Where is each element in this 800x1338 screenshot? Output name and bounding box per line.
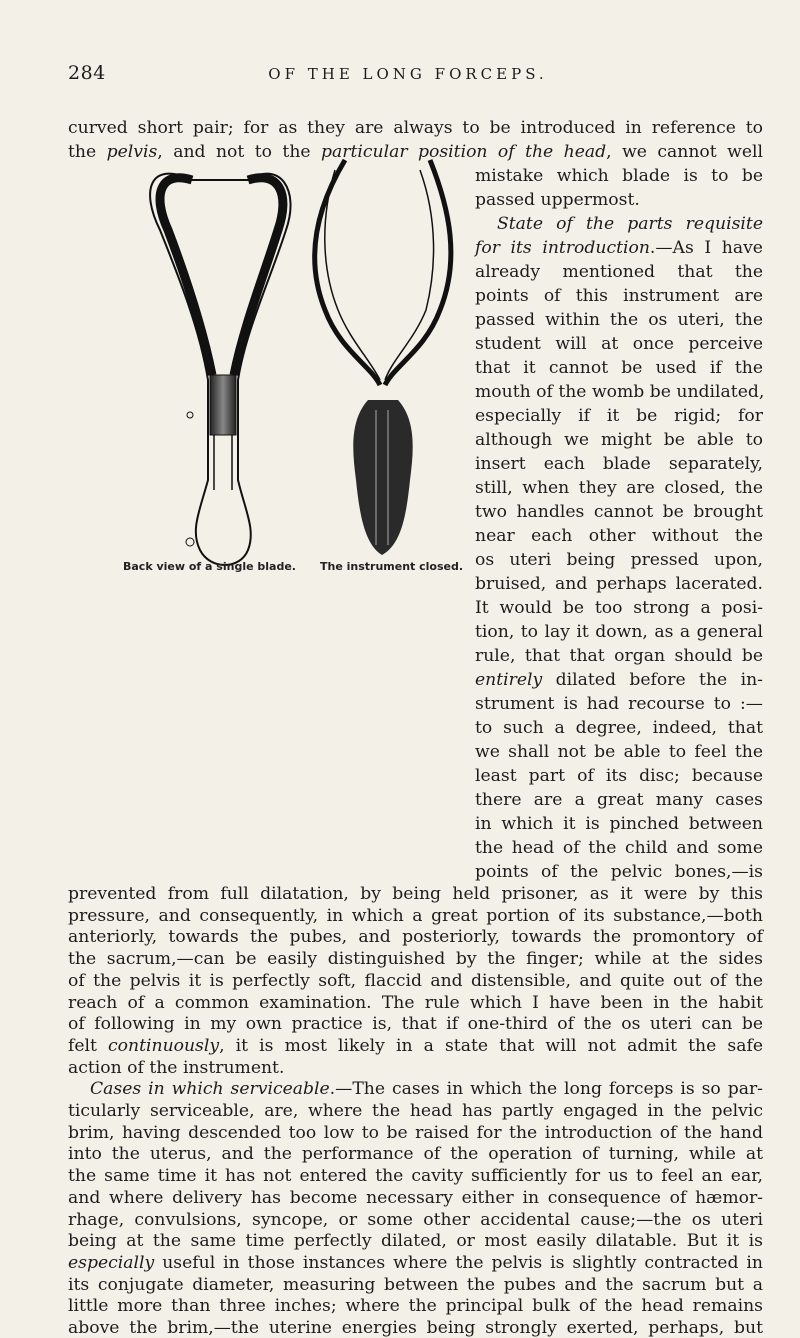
text-line: strument is had recourse to :— — [475, 694, 763, 714]
text-line: to such a degree, indeed, that — [475, 718, 763, 738]
figure-caption-right: The instrument closed. — [320, 560, 464, 573]
text-line: mouth of the womb be undilated, — [475, 382, 765, 402]
text-line: still, when they are closed, the — [475, 478, 763, 498]
text-line: least part of its disc; because — [475, 766, 763, 786]
text-line: prevented from full dilatation, by being held prisoner, as it were by this — [68, 884, 763, 904]
text-line: rhage, convulsions, syncope, or some other accidental cause;—the os uteri — [68, 1210, 763, 1230]
text-line: Cases in which serviceable.—The cases in which the long forceps is so par- — [90, 1079, 763, 1099]
running-header — [68, 62, 748, 86]
text-line: mistake which blade is to be — [475, 166, 763, 186]
text-line: student will at once perceive — [475, 334, 763, 354]
text-line: especially useful in those instances where the pelvis is slightly contracted in — [68, 1253, 763, 1273]
text-line: the sacrum,—can be easily distinguished by the finger; while at the sides — [68, 949, 763, 969]
text-line: of the pelvis it is perfectly soft, flaccid and distensible, and quite out of the — [68, 971, 763, 991]
text-line: brim, having descended too low to be raised for the introduction of the hand — [68, 1123, 763, 1143]
text-line-content: the pelvis, and not to the particular position of the head, we cannot well — [68, 142, 763, 162]
text-line: os uteri being pressed upon, — [475, 550, 763, 570]
text-line: points of the pelvic bones,—is — [475, 862, 763, 882]
text-line: especially if it be rigid; for — [475, 406, 763, 426]
text-line: pressure, and consequently, in which a great portion of its substance,—both — [68, 906, 763, 926]
forceps-illustration — [130, 150, 480, 570]
text-line: reach of a common examination. The rule which I have been in the habit — [68, 993, 763, 1013]
text-line: insert each blade separately, — [475, 454, 763, 474]
single-blade-drawing — [150, 174, 290, 565]
text-line: rule, that that organ should be — [475, 646, 763, 666]
text-line: entirely dilated before the in- — [475, 670, 763, 690]
closed-instrument-drawing — [315, 160, 451, 555]
text-line: two handles cannot be brought — [475, 502, 763, 522]
text-line: already mentioned that the — [475, 262, 763, 282]
text-line: ticularly serviceable, are, where the head has partly engaged in the pelvic — [68, 1101, 763, 1121]
text-line: action of the instrument. — [68, 1058, 285, 1078]
running-title: OF THE LONG FORCEPS. — [268, 65, 548, 83]
text-line: although we might be able to — [475, 430, 763, 450]
text-line: and where delivery has become necessary either in consequence of hæmor- — [68, 1188, 763, 1208]
text-line: It would be too strong a posi- — [475, 598, 763, 618]
figure-caption-left: Back view of a single blade. — [123, 560, 296, 573]
text-line: near each other without the — [475, 526, 763, 546]
text-line: little more than three inches; where the principal bulk of the head remains — [68, 1296, 763, 1316]
text-line: curved short pair; for as they are always to be introduced in reference to — [68, 118, 763, 138]
text-line: tion, to lay it down, as a general — [475, 622, 763, 642]
text-line: passed within the os uteri, the — [475, 310, 763, 330]
text-line: we shall not be able to feel the — [475, 742, 763, 762]
text-line: into the uterus, and the performance of the operation of turning, while at — [68, 1144, 763, 1164]
text-line: anteriorly, towards the pubes, and posteriorly, towards the promontory of — [68, 927, 763, 947]
text-line: that it cannot be used if the — [475, 358, 763, 378]
text-line: of following in my own practice is, that if one-third of the os uteri can be — [68, 1014, 763, 1034]
text-line: in which it is pinched between — [475, 814, 763, 834]
text-line: for its introduction.—As I have — [475, 238, 763, 258]
text-line: felt continuously, it is most likely in a state that will not admit the safe — [68, 1036, 763, 1056]
section-heading: State of the parts requisite — [497, 214, 763, 234]
text-line: passed uppermost. — [475, 190, 640, 210]
text-line: points of this instrument are — [475, 286, 763, 306]
text-line: above the brim,—the uterine energies being strongly exerted, perhaps, but — [68, 1318, 763, 1338]
page-number: 284 — [68, 62, 106, 84]
text-line: bruised, and perhaps lacerated. — [475, 574, 763, 594]
text-line: the same time it has not entered the cavity sufficiently for us to feel an ear, — [68, 1166, 763, 1186]
text-line: being at the same time perfectly dilated, or most easily dilatable. But it is — [68, 1231, 763, 1251]
text-line: there are a great many cases — [475, 790, 763, 810]
text-line: the head of the child and some — [475, 838, 763, 858]
text-line: its conjugate diameter, measuring between the pubes and the sacrum but a — [68, 1275, 763, 1295]
